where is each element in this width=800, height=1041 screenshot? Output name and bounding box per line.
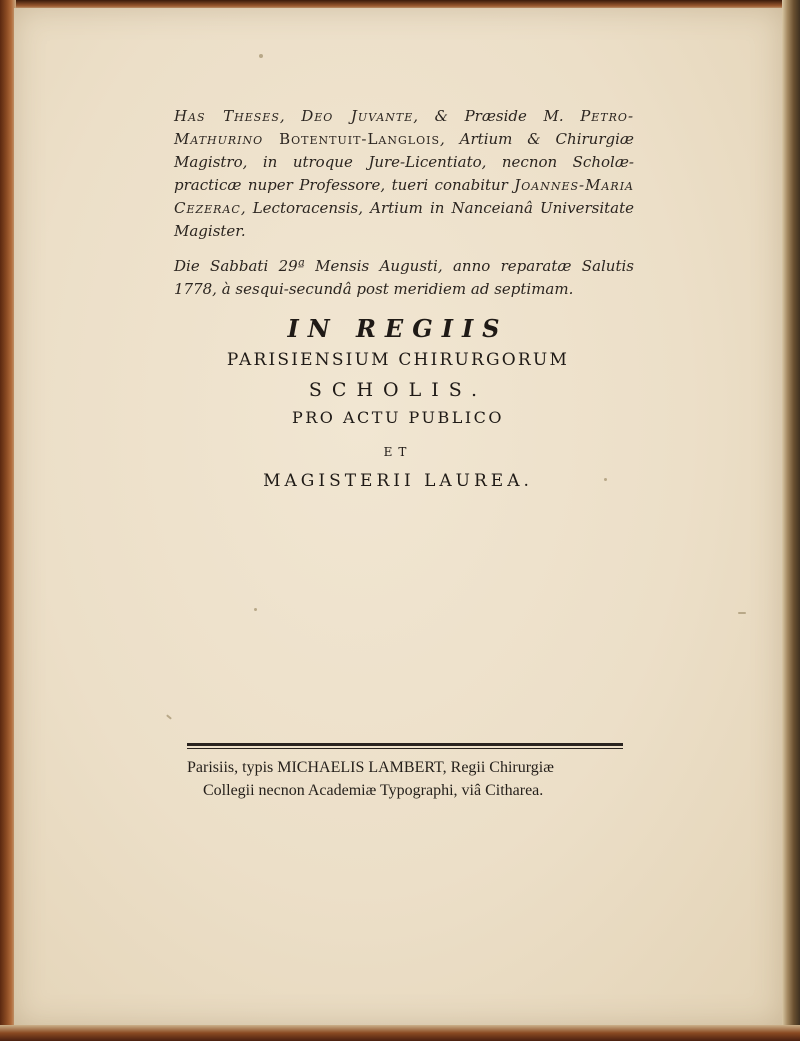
thesis-opening: Has Theses — [174, 107, 280, 125]
date-paragraph: Die Sabbati 29ª Mensis Augusti, anno reparatæ Salutis 1778, à sesqui-secundâ post meridiem ad septimam. — [174, 257, 634, 298]
thesis-paragraph — [174, 105, 634, 243]
in-regiis-heading: IN REGIIS — [287, 314, 509, 343]
president-name: Petro-Mathurino — [174, 107, 635, 148]
imprint — [187, 756, 627, 802]
book-page — [14, 8, 782, 1026]
magisterii-line: MAGISTERII LAUREA. — [263, 471, 533, 491]
deo-juvante: Deo Juvante — [301, 107, 414, 125]
president-titles: , Artium & Chirurgiæ Magistro, in utroque Jure-Licentiato, necnon Scholæ-practicæ nuper Professore, tueri conabitur — [174, 130, 634, 194]
imprint-rule-thick — [187, 743, 623, 746]
book-binding-bottom — [0, 1025, 800, 1041]
page-content — [14, 8, 782, 1026]
paper-speck — [166, 714, 172, 719]
paper-speck — [259, 54, 263, 58]
imprint-line-2: Collegii necnon Academiæ Typographi, viâ Citharea. — [203, 782, 544, 799]
paper-speck — [254, 608, 257, 611]
paper-speck — [604, 478, 607, 481]
scholis-line: SCHOLIS. — [308, 379, 488, 401]
candidate-name: Joannes-Maria Cezerac — [174, 176, 634, 217]
parisiensium-line: PARISIENSIUM CHIRURGORUM — [226, 350, 570, 370]
book-binding-right — [782, 0, 800, 1041]
president-surname: Botentuit-Langlois — [263, 130, 440, 148]
paper-speck — [738, 612, 746, 614]
imprint-line-1: Parisiis, typis MICHAELIS LAMBERT, Regii Chirurgiæ — [187, 759, 554, 776]
et-line: ET — [383, 445, 413, 459]
imprint-rule-thin — [187, 748, 623, 749]
praeside-text: , & Præside M. — [413, 107, 581, 125]
candidate-titles: , Lectoracensis, Artium in Nanceianâ Universitate Magister. — [174, 199, 634, 240]
pro-actu-line: PRO ACTU PUBLICO — [291, 408, 505, 427]
thesis-comma: , — [279, 107, 302, 125]
